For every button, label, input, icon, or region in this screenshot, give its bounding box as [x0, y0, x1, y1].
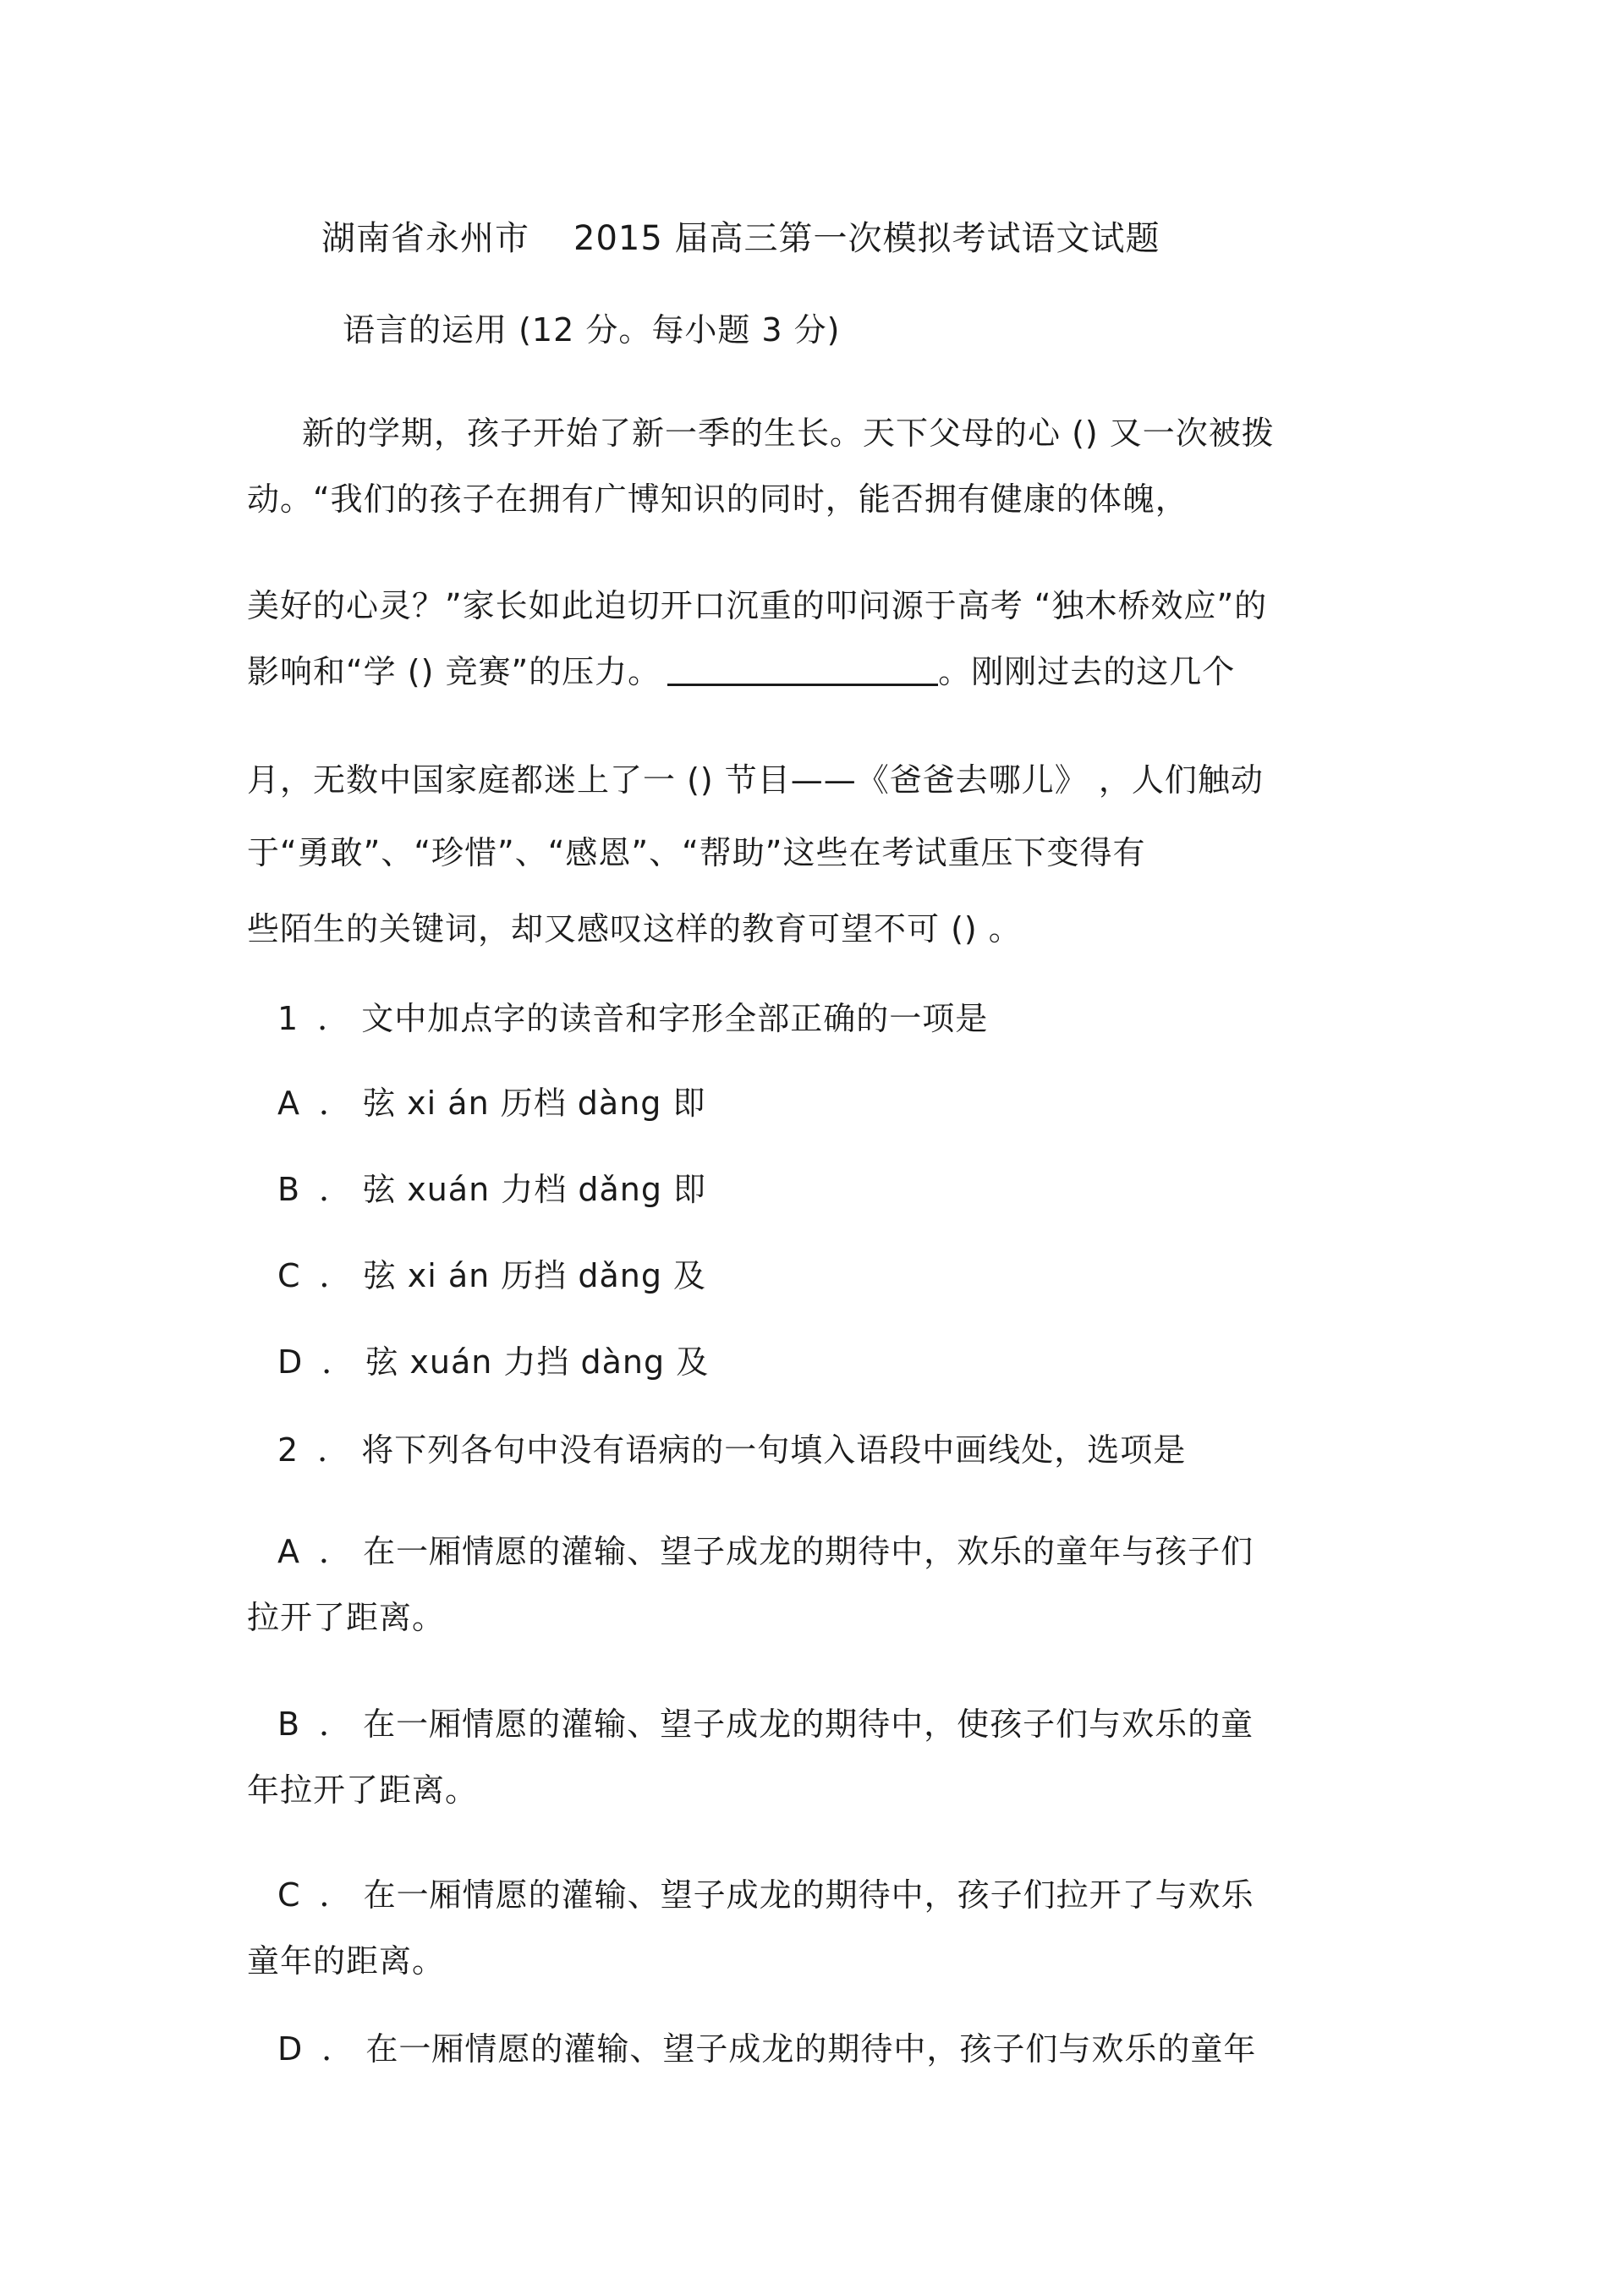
question-1-number: 1: [277, 1000, 299, 1037]
option-letter: A: [277, 1533, 300, 1570]
title-region: 湖南省永州市: [321, 219, 529, 258]
passage-line-7: 些陌生的关键词，却又感叹这样的教育可望不可 () 。: [247, 910, 1022, 948]
passage-line-3: 美好的心灵？”家长如此迫切开口沉重的叩问源于高考 “独木桥效应”的: [247, 587, 1268, 624]
option-text: ． 在一厢情愿的灌输、望子成龙的期待中，孩子们拉开了与欢乐: [319, 1876, 1254, 1914]
passage-line-1: 新的学期，孩子开始了新一季的生长。天下父母的心 () 又一次被拨: [302, 415, 1275, 452]
option-letter: C: [277, 1257, 301, 1294]
option-text: ． 弦 xuán 力挡 dàng 及: [321, 1343, 710, 1381]
question-2-option-b-line-1: [247, 1704, 1254, 1744]
option-letter: B: [277, 1171, 301, 1208]
option-text: ． 在一厢情愿的灌输、望子成龙的期待中，孩子们与欢乐的童年: [321, 2030, 1257, 2068]
question-2-option-c-line-2: 童年的距离。: [247, 1942, 446, 1980]
option-text: ． 在一厢情愿的灌输、望子成龙的期待中，使孩子们与欢乐的童: [319, 1706, 1254, 1743]
title-exam: 2015 届高三第一次模拟考试语文试题: [573, 219, 1160, 258]
question-1-option-a: [247, 1083, 706, 1123]
passage-line-5: 月，无数中国家庭都迷上了一 () 节目——《爸爸去哪儿》 ，人们触动: [247, 761, 1264, 799]
question-2-option-d-line-1: [247, 2029, 1256, 2069]
passage-line-2: 动。“我们的孩子在拥有广博知识的同时，能否拥有健康的体魄，: [247, 481, 1188, 518]
question-2-option-a-line-1: [247, 1531, 1254, 1572]
question-1-text: ． 文中加点字的读音和字形全部正确的一项是: [317, 1000, 989, 1037]
option-text: ． 在一厢情愿的灌输、望子成龙的期待中，欢乐的童年与孩子们: [319, 1533, 1254, 1570]
option-letter: D: [277, 1343, 304, 1381]
question-2-stem: [247, 1430, 1186, 1470]
question-2-text: ． 将下列各句中没有语病的一句填入语段中画线处，选项是: [317, 1431, 1187, 1469]
fill-blank-line: [667, 655, 938, 686]
option-text: ． 弦 xi án 历档 dàng 即: [319, 1085, 706, 1122]
option-text: ． 弦 xuán 力档 dǎng 即: [319, 1171, 707, 1208]
passage-line-6: 于“勇敢”、“珍惜”、“感恩”、“帮助”这些在考试重压下变得有: [247, 834, 1146, 871]
option-letter: C: [277, 1876, 301, 1914]
option-letter: A: [277, 1085, 300, 1122]
question-1-option-b: [247, 1169, 706, 1210]
option-letter: B: [277, 1706, 301, 1743]
question-2-option-a-line-2: 拉开了距离。: [247, 1599, 446, 1636]
question-1-option-d: [247, 1342, 709, 1382]
question-1-option-c: [247, 1255, 706, 1296]
section-heading: 语言的运用 (12 分。每小题 3 分): [343, 311, 841, 349]
passage-line-4-after: 。刚刚过去的这几个: [938, 653, 1236, 690]
option-text: ． 弦 xi án 历挡 dǎng 及: [319, 1257, 707, 1294]
option-letter: D: [277, 2030, 304, 2068]
question-2-option-b-line-2: 年拉开了距离。: [247, 1771, 479, 1809]
passage-line-4: [247, 651, 1235, 692]
passage-line-4-before: 影响和“学 () 竞赛”的压力。: [247, 653, 661, 690]
question-1-stem: [247, 998, 988, 1039]
question-2-number: 2: [277, 1431, 299, 1469]
question-2-option-c-line-1: [247, 1875, 1254, 1915]
document-title: [321, 218, 1160, 259]
